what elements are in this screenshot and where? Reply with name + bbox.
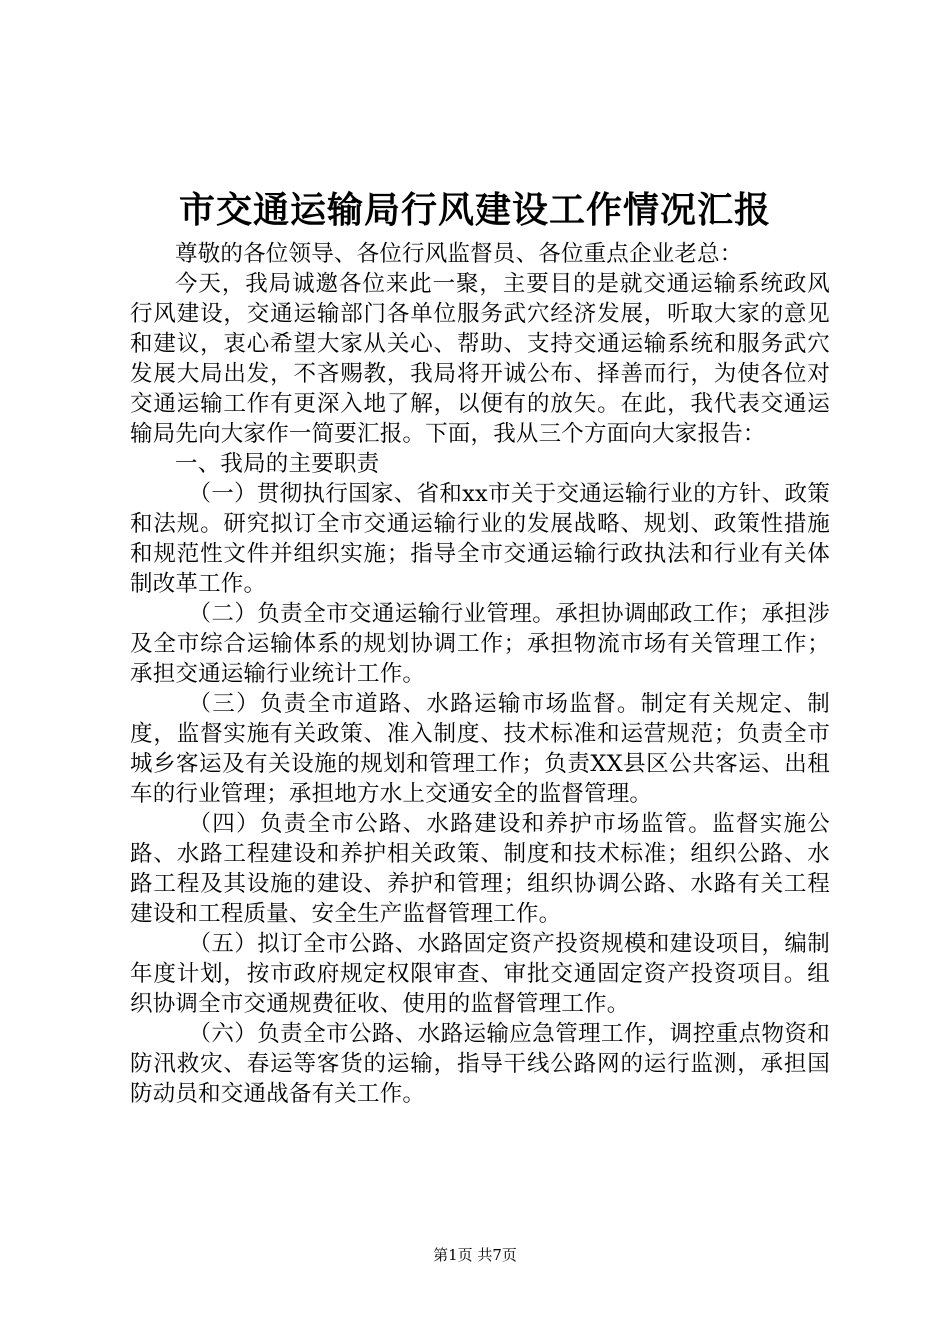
duty-item-4: （四）负责全市公路、水路建设和养护市场监管。监督实施公路、水路工程建设和养护相关政策、制度和技术标准；组织公路、水路工程及其设施的建设、养护和管理；组织协调公路、水路有关工程建设和工程质量、安全生产监督管理工作。 [130,811,830,927]
section-heading: 一、我局的主要职责 [175,451,380,477]
document-body [130,239,830,1109]
duty-item-3: （三）负责全市道路、水路运输市场监督。制定有关规定、制度，监督实施有关政策、准入制度、技术标准和运营规范；负责全市城乡客运及有关设施的规划和管理工作；负责XX县区公共客运、出租车的行业管理；承担地方水上交通安全的监督管理。 [130,691,830,807]
duty-item-6: （六）负责全市公路、水路运输应急管理工作，调控重点物资和防汛救灾、春运等客货的运输，指导干线公路网的运行监测，承担国防动员和交通战备有关工作。 [130,1021,830,1107]
duty-item-2: （二）负责全市交通运输行业管理。承担协调邮政工作；承担涉及全市综合运输体系的规划协调工作；承担物流市场有关管理工作；承担交通运输行业统计工作。 [130,601,830,687]
salutation-paragraph: 尊敬的各位领导、各位行风监督员、各位重点企业老总： [175,241,743,267]
document-title: 市交通运输局行风建设工作情况汇报 [178,189,771,231]
duty-item-5: （五）拟订全市公路、水路固定资产投资规模和建设项目，编制年度计划，按市政府规定权限审查、审批交通固定资产投资项目。组织协调全市交通规费征收、使用的监督管理工作。 [130,931,830,1017]
page-number-footer: 第1页 共7页 [433,1246,517,1264]
intro-paragraph: 今天，我局诚邀各位来此一聚，主要目的是就交通运输系统政风行风建设，交通运输部门各单位服务武穴经济发展，听取大家的意见和建议，衷心希望大家从关心、帮助、支持交通运输系统和服务武穴发展大局出发，不吝赐教，我局将开诚公布、择善而行，为使各位对交通运输工作有更深入地了解，以便有的放矢。在此，我代表交通运输局先向大家作一简要汇报。下面，我从三个方面向大家报告： [130,271,830,447]
duty-item-1: （一）贯彻执行国家、省和xx市关于交通运输行业的方针、政策和法规。研究拟订全市交通运输行业的发展战略、规划、政策性措施和规范性文件并组织实施；指导全市交通运输行政执法和行业有关体制改革工作。 [130,481,830,597]
